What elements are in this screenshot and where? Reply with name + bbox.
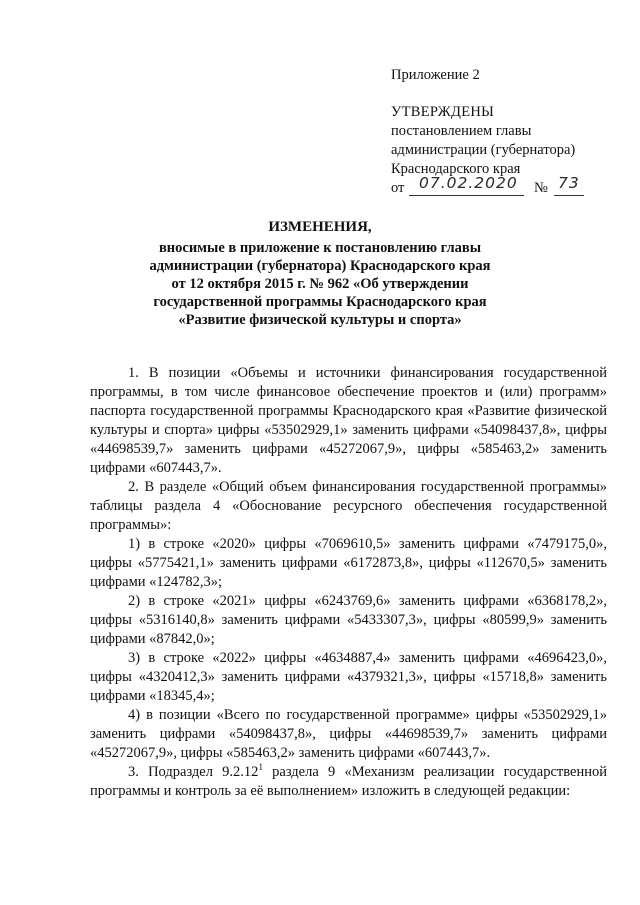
paragraph-2-item-4: 4) в позиции «Всего по государственной программе» цифры «53502929,1» заменить цифрами «54098437,8», цифры «44698539,7» заменить цифрами «45272067,9», цифры «585463,2» заменить цифрами «607443,7».: [90, 707, 607, 761]
paragraph-3-rest: раздела 9 «Механизм реализации государственной программы и контроль за её выполнением» изложить в следующей редакции:: [90, 764, 607, 799]
title-line-2: администрации (губернатора) Краснодарского края: [149, 258, 491, 274]
number-underline: [554, 195, 584, 196]
paragraph-3: [90, 763, 607, 801]
paragraph-2-item-3: 3) в строке «2022» цифры «4634887,4» заменить цифрами «4696423,0», цифры «4320412,3» заменить цифрами «4379321,3», цифры «15718,8» заменить цифрами «18345,4»;: [90, 650, 607, 704]
title-line-4: государственной программы Краснодарского края: [153, 294, 487, 310]
approved-by-line-2: администрации (губернатора): [391, 142, 576, 158]
appendix-label: Приложение 2: [391, 67, 480, 83]
approved-heading: УТВЕРЖДЕНЫ: [391, 104, 495, 120]
document-title: [95, 218, 545, 329]
footnote-superscript: 1: [258, 762, 263, 772]
approval-block: [391, 66, 621, 198]
number-prefix: №: [534, 180, 548, 196]
title-main: ИЗМЕНЕНИЯ,: [268, 219, 372, 235]
paragraph-1: 1. В позиции «Объемы и источники финансирования государственной программы, в том числе финансовое обеспечение проектов и (или) программ» паспорта государственной программы Краснодарского края «Развитие физической культуры и спорта» цифры «53502929,1» заменить цифрами «54098437,8», цифры «44698539,7» заменить цифрами «45272067,9», цифры «585463,2» заменить цифрами «607443,7».: [90, 365, 607, 476]
document-body: [90, 364, 607, 801]
title-line-5: «Развитие физической культуры и спорта»: [178, 312, 462, 328]
approved-by-line-1: постановлением главы: [391, 123, 532, 139]
date-handwritten: 07.02.2020: [419, 174, 518, 192]
paragraph-3-start: 3. Подраздел 9.2.12: [128, 764, 259, 780]
number-handwritten: 73: [558, 174, 580, 192]
date-number-line: [391, 174, 621, 198]
title-line-3: от 12 октября 2015 г. № 962 «Об утверждении: [171, 276, 469, 292]
title-line-1: вносимые в приложение к постановлению главы: [158, 240, 482, 256]
paragraph-2-item-1: 1) в строке «2020» цифры «7069610,5» заменить цифрами «7479175,0», цифры «5775421,1» заменить цифрами «6172873,8», цифры «112670,5» заменить цифрами «124782,3»;: [90, 536, 607, 590]
paragraph-2-item-2: 2) в строке «2021» цифры «6243769,6» заменить цифрами «6368178,2», цифры «5316140,8» заменить цифрами «5433307,3», цифры «80599,9» заменить цифрами «87842,0»;: [90, 593, 607, 647]
approved-by-line-3: Краснодарского края: [391, 161, 521, 177]
date-underline: [409, 195, 524, 196]
date-prefix: от: [391, 180, 405, 196]
paragraph-2: 2. В разделе «Общий объем финансирования государственной программы» таблицы раздела 4 «Обоснование ресурсного обеспечения государственной программы»:: [90, 479, 607, 533]
